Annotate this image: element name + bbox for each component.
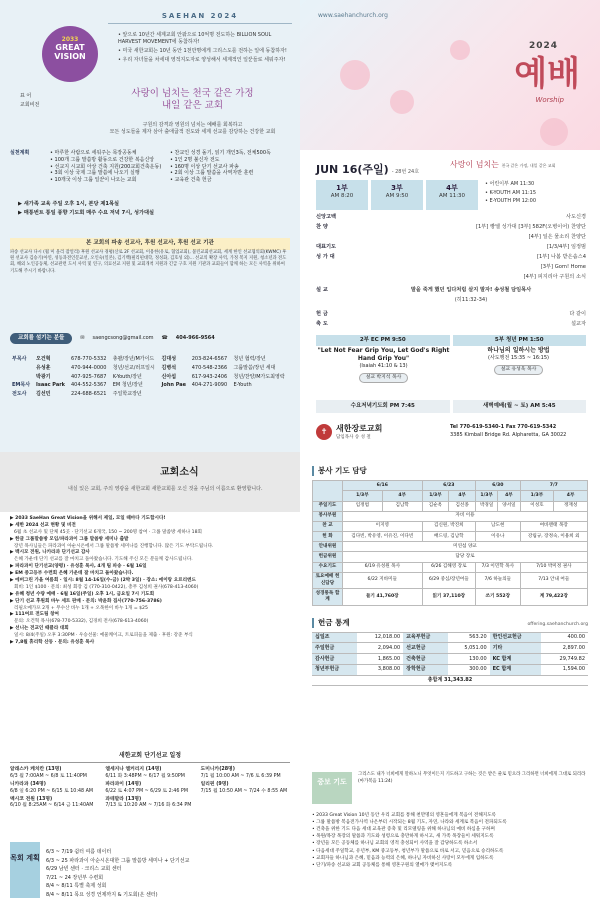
- order-row: 축 도 설교자: [316, 320, 586, 327]
- blossom-decoration: [340, 60, 370, 90]
- action-plan-left: • 마루한 사람으로 세워주는 목장공동체 • 100개 그룹 말씀방 활동으로 건강한 복음신앙 • 선교지 시교회 아상 건축 지원(200교회건축운동) • 3회 이상 국제 그룹 말씀에 나오기 실행 • 10개국 이상 그룹 일꾼이 나오는 교회: [50, 150, 162, 183]
- news-item-detail: 리필오메가포 2개 + 무수산 바누 1개 + 오목한이 바누 1개 = $25: [14, 605, 148, 611]
- vision-plans: [118, 32, 292, 63]
- intercession-verse: 그리스도 내가 너희에게 말하노니 무엇이든지 기도하고 구하는 것은 받은 줄로 믿으라 그리하면 너희에게 그대로 되리라 (마가복음 11:24): [358, 772, 586, 784]
- mission-trip-name: 알래스카 케치칸 (13명): [10, 767, 62, 773]
- staff-row: 부목사 오건혁 678-770-5332 총괄/장년/M가이드 김대성 203-824-6567 청년 협력/장년: [12, 356, 266, 362]
- news-title: 교회소식: [160, 467, 199, 478]
- announcements: ▶ 새가족 교육 주일 오후 1시, 본당 제1목실 ▶ 매통번트 통일 풍향 기도회 매주 수요 저녁 7시, 성가대실: [18, 201, 155, 216]
- order-row: 대표기도 [1/3/4부] 임정범: [316, 243, 586, 250]
- phone-icon: ☎: [161, 335, 168, 342]
- service-box: 1부 AM 8:20: [316, 180, 368, 210]
- finance-row: 십일조 12,018.00 교육부헌금 563.20 한인선교헌금 400.00: [312, 632, 588, 643]
- service-date: JUN 16(주일) - 28번 24호: [316, 163, 420, 176]
- mission-trip-name: 멕시코 전원 (13명): [10, 796, 53, 802]
- mission-trip: [10, 782, 99, 795]
- news-item-heading: ▶ 2033 SaeHan Great Vision을 위해서 제일, 모일 때마다 기도합시다!: [10, 516, 166, 521]
- great-vision-badge: 2033 GREAT VISION: [42, 26, 98, 82]
- missions-banner: 본 교회의 파송 선교사, 후원 선교사, 후원 선교 기관: [10, 238, 290, 250]
- news-item-detail: 은혜 가운데 단기 선교를 잘 마치고 돌아왔습니다. 기도해 주신 모든 분들께 감사드립니다.: [14, 557, 193, 563]
- order-row: 신앙고백 사도신경: [316, 213, 586, 220]
- hero-year: 2024: [528, 41, 558, 51]
- church-slogan: 사랑이 넘치는 천국 같은 가정 내일 같은 교회: [131, 88, 254, 112]
- volunteer-row: 안내위원 미연섭 양교: [313, 542, 588, 552]
- blossom-decoration: [540, 118, 568, 146]
- prayer-item: • 목원/목장 목장의 말씀과 기도와 성령으로 충만하게 하시고, 새 가족 목장들이 세워지도록: [312, 834, 494, 840]
- vision-plan: • 앞으로 10년간 세계교회 안팎으로 10억명 전도하는 BILLION SOUL HARVEST MOVEMENT에 동참하자!: [118, 32, 272, 46]
- missions-text: 파송 선교사 다시 (월 미 올리 잠얼리) 후원 선교사 경평(산로 2F 선교회, 이용한(유로, 협업교회), 불린교회선교회, 세계 한인 선교협의회(KWMC) 후원 선교사 김승기(아연, 성동과전인문교선, 오인숙(일본), 김기백(필리핀대학, 정성화, 김호성 외)... 선교의 확장 사역, 가정 복지 지원, 청소년과 전도회, 해외 노인공동체, 선교관련 도서 사역 및 연구, 의료선교 지원 및 교회개척 지원과 긴급 구호 지원 기관과 교회들이 함께 하는 모든 사역을 위하여 기도해 주시기 바랍니다.: [10, 250, 287, 274]
- mission-trip: [105, 797, 194, 810]
- order-of-service: [316, 212, 586, 329]
- news-item-heading: ▶ 세한 2024 선교 현황 및 비전: [10, 522, 76, 528]
- prayer-item: • 그룹 말씀방 복음전가사역 나온부터 시작되는 8월 기도, 자연, 나라와 세계로 복음이 전파되도록: [312, 820, 507, 826]
- church-address: Tel 770-619-5340-1 Fax 770-619-5342 3385 Kimball Bridge Rd. Alpharetta, GA 30022: [450, 424, 567, 438]
- prayer-item: • 2033 Great Vision 10년 동안 우리 교회를 통해 천만명의 영혼들에게 복음이 전해지도록: [312, 813, 497, 818]
- prayer-item: • 단기/파송 선교와 교회 공동체를 통해 영혼구원의 열매가 맺어지도록: [312, 862, 453, 868]
- news-item-heading: ▶ 에버그린 가을 여름회 · 일시: 8월 14-16일(수-금) (2박 3일) · 장소: 에이랑 오르리엔드: [10, 578, 196, 584]
- staff-directory: [10, 355, 290, 399]
- news-item-detail: 회비: 1인 $100 · 문의: 최성 회장 김 (770-310-0422), 총무 김성희 권사(678-413-4060): [14, 584, 199, 590]
- church-logo-icon: ✝: [316, 424, 332, 440]
- ministry-plan: [10, 842, 290, 899]
- side-labels: 표 어 교회비전: [20, 93, 40, 108]
- email-link[interactable]: saengcsong@gmail.com: [92, 335, 154, 342]
- mission-trip-dates: 7/15 월 10:50 AM ~ 7/24 수 8:55 AM: [200, 788, 288, 794]
- mission-trip: [10, 767, 99, 780]
- news-item-heading: ▶ 111여르 전도팀 창여: [10, 612, 59, 618]
- mission-trip: [201, 797, 290, 810]
- finance-row: 청년부헌금 3,808.00 장학헌금 300.00 EC 합계 1,594.00: [312, 664, 588, 675]
- church-url[interactable]: www.saehanchurch.org: [318, 12, 388, 19]
- dawn-service: 새벽예배(월 ~ 토) AM 5:45: [453, 400, 587, 413]
- volunteer-table: 6/16 6/23 6/30 7/7 1/3부 4부 1/3부 4부 1/3부 4부 1/3부 4부 주일기도 임정범 김남학 김순옥 김선종 박경일 양서일 이성호 정재성 봉사부원 자비 이용 찬 교 이지영 김신원, 박진희 남도현 여바맨태 목장 헌 화 김다빈, 박유영, 이유진, 이다빈 배드링, 김남학 이유나 강림규, 장정숙, 이용희 외 안내위원 미연섭 양교 헌금위원 담당 장로 수요기도 6/19 유성원 목사 6/26 김해영 장로 7/3 이민학 목사 7/10 박미정 권사 토요예배 헌신담당 6/22 지바미들 6/29 중심/장년여들 7/6 하늘의들 7/13 안내 여들 성경통독 합계 들기 41,760장 읽기 37,110장 쓰기 552장 계 79,422장: [312, 480, 588, 605]
- email-icon: ✉: [80, 335, 85, 342]
- news-item-heading: ▶ 한글 그룹말씀방 모임/파라과이 그룹 말씀방 세미나 출발: [10, 536, 129, 542]
- vision-panel: [0, 0, 300, 452]
- mission-trip: [201, 767, 290, 780]
- church-news-panel: [0, 452, 300, 904]
- news-item-heading: ▶ 백시모 전원, 나카라과 단기선교 감사: [10, 550, 90, 556]
- short-term-missions: 새한교회 단기선교 일정 알래스카 케치칸 (13명) 6/3 월 7:00AM ~ 6/8 토 11:40PM 엘세지나 엘커리지 (14명) 6/11 화 3:48PM ~ 6/17 월 9:50PM 도미니카(28명) 7/1 월 10:00 AM ~ 7/6 토 6:39 PM 니카라과 (34명) 6/8 일 6:20 PM ~ 6/15 토 10:48 AM 파라과이 (14명) 6/22 토 4:07 PM ~ 6/29 토 2:46 PM 일리핀 (9명) 7/15 월 10:50 AM ~ 7/24 수 8:55 AM 멕시코 전원 (13명) 6/10 월 8:25AM ~ 6/14 금 11:40AM 과테말라 (13명) 7/13 토 10:20 AM ~ 7/16 화 6:34 PM: [10, 752, 290, 810]
- blossom-decoration: [450, 40, 470, 60]
- news-item-heading: ▶ 선니는 전교인 때클라 대회: [10, 626, 69, 632]
- mission-trip: [105, 782, 194, 795]
- action-plan: 실천계획 • 마루한 사람으로 세워주는 목장공동체 • 100개 그룹 말씀방 활동으로 건강한 복음신앙 • 선교지 시교회 아상 건축 지원(200교회건축운동) • 3회 이상 국제 그룹 말씀에 나오기 실행 • 10개국 이상 그룹 일꾼이 나오는 교회 • 찬교인 성경 돌기, 읽기 개인3독, 전체500독 • 1인 2명 불신자 전도 • 160명 이상 단기 선교사 파송 • 2회 이상 그룹 말씀을 사역자반 훈련 • 교육관 건축 헌금: [10, 150, 290, 184]
- news-item-heading: ▶ 단기 선교 후원회 바누 세트 판매 · 문의: 박윤화 집사(770-756-3786): [10, 598, 162, 604]
- vision-plan: • 우리 자녀들을 차세대 영적지도자로 양성해서 세계적인 일꾼들로 세워주자!: [118, 56, 286, 63]
- mission-trip-name: 일리핀 (9명): [200, 782, 229, 788]
- church-logo: ✝ 새한장로교회 담임목사 송 성 철: [316, 424, 382, 441]
- other-services: [316, 335, 586, 346]
- volunteer-row: 헌 화 김다빈, 박유영, 이유진, 이다빈 배드링, 김남학 이유나 강림규, 장정숙, 이용희 외: [313, 532, 588, 542]
- service-finance-panel: [300, 452, 600, 904]
- youth-sermon: 하나님의 일하시는 방법 (사도행전 15:35 ~ 16:15) 설교 유성욱 목사: [451, 347, 586, 383]
- service-times: [316, 180, 551, 210]
- mission-trip-dates: 6/22 토 4:07 PM ~ 6/29 토 2:46 PM: [105, 788, 188, 794]
- volunteer-row: 찬 교 이지영 김신원, 박진희 남도현 여바맨태 목장: [313, 521, 588, 531]
- order-row: (히11:32-34): [454, 297, 488, 304]
- staff-row: EM목사 Isaac Park 404-552-5367 EM 청년/장년 John Pae 404-271-9090 E-Youth: [12, 382, 252, 389]
- ministry-plan-item: 8/4 ~ 8/11 특별 축제 성회: [46, 883, 107, 889]
- prayer-item: • 건축을 위한 기도 다음 세대 교육관 증축 및 리모델링을 위해 하나님의 예비 하심을 구하며: [312, 827, 495, 833]
- volunteer-row: 주일기도 임정범 김남학 김순옥 김선종 박경일 양서일 이성호 정재성: [313, 501, 588, 511]
- finance-total-row: 총합계 31,343.82: [312, 675, 588, 686]
- saehan-2024-header: SAEHAN 2024: [108, 12, 292, 24]
- church-vision-text: 구원의 감격과 영원의 넘치는 예배를 회복하고 모든 성도들을 제자 삼아 출애굽적 전도와 세계 선교를 감당하는 건강한 교회: [109, 122, 276, 135]
- news-list: [0, 512, 300, 651]
- order-row: [4부] 일은 물소리 찬양단: [528, 233, 586, 240]
- blossom-decoration: [390, 90, 414, 114]
- volunteer-row: 토요예배 헌신담당 6/22 지바미들 6/29 중심/장년여들 7/6 하늘의들 7/13 안내 여들: [313, 572, 588, 588]
- order-row: 성 가 대 [1부] 나봄 받은솝스4: [316, 253, 586, 260]
- intercession-label: 중보 기도: [312, 772, 352, 804]
- staff-row: 박광기 407-925-7687 K-Youth/장년 신아섭 617-943-2406 청년/찬양/M가도최영락: [36, 373, 285, 380]
- youth-service-tab: 5부 청년 PM 1:50: [453, 335, 587, 346]
- mission-trip-dates: 6/3 월 7:00AM ~ 6/8 토 11:40PM: [10, 773, 87, 779]
- volunteer-row: 헌금위원 담당 장로: [313, 552, 588, 562]
- mission-trip: [105, 767, 194, 780]
- news-item-detail: 문의: 오건혁 목사(678-770-5332), 김경희 전사(678-613-4060): [14, 619, 149, 625]
- youth-services: • 어린이부 AM 11:30 • K-YOUTH AM 11:15 • E-YOUTH PM 12:00: [485, 181, 537, 204]
- other-sermons: [316, 347, 586, 383]
- finance-header: [312, 618, 588, 628]
- mission-trip-dates: 6/8 일 6:20 PM ~ 6/15 토 10:48 AM: [10, 788, 94, 794]
- news-item-detail: 장년 목사님들은 파라과이 아순시온에서 그룹 말씀방 세미나를 진행합니다. 많은 기도 부탁드립니다.: [14, 543, 214, 549]
- mission-trip: [201, 782, 290, 795]
- hero-worship-kr: 예배: [514, 54, 580, 94]
- prayer-item: • 다음세대 주일학교, 유년부, KM 중고등부, 청년부가 말씀으로 바로 서고, 믿음으로 승리하도록: [312, 848, 504, 854]
- staff-pill: 교회를 섬기는 분들: [10, 333, 72, 344]
- offering-link[interactable]: offering.saehanchurch.org: [527, 621, 588, 627]
- finance-table: [312, 632, 588, 687]
- staff-row: 유성훈 470-944-0000 청년/선교/러프일시 김병석 470-548-2366 그룹말씀/장년 세대: [36, 364, 276, 371]
- finance-title: 헌금 통계: [312, 618, 350, 628]
- worship-order-panel: [300, 0, 600, 452]
- contact-row: [10, 333, 290, 344]
- ministry-plan-label: 목회 계획: [10, 842, 40, 898]
- ministry-plan-item: 6/29 남빈 센터 · 크리스 교회 센터: [46, 866, 122, 872]
- date-slogan: 사랑이 넘치는 천국 같은 가정, 내일 같은 교회: [450, 160, 556, 169]
- volunteer-row: 수요기도 6/19 유성원 목사 6/26 김해영 장로 7/3 이민학 목사 7/10 박미정 권사: [313, 562, 588, 572]
- mission-trip-name: 파라과이 (14명): [105, 782, 142, 788]
- mission-trip-name: 도미니카(28명): [200, 767, 235, 773]
- mission-trip: [10, 797, 99, 810]
- mission-trip-name: 니카라과 (34명): [10, 782, 46, 788]
- service-box: 3부 AM 9:50: [371, 180, 423, 210]
- prayer-item: • 장년들 모든 공동체를 하나님 교회의 영적 충성되어 사역을 잘 감당하도록 하소서: [312, 841, 478, 847]
- ministry-plan-item: 6/3 ~ 7/19 쉼터 여름 데이터: [46, 849, 112, 855]
- service-box: 4부 AM 11:30: [426, 180, 478, 210]
- volunteer-title: 봉사 기도 담당: [312, 466, 588, 476]
- finance-row: 감사헌금 1,865.00 건축헌금 130.00 KC 합계 29,749.82: [312, 654, 588, 665]
- finance-row: 주일헌금 2,094.00 선교헌금 5,051.00 기타 2,897.00: [312, 643, 588, 654]
- news-item-heading: ▶ EM 중고등부 수련회 은혜 가운데 잘 마치고 돌아왔습니다.: [10, 571, 134, 577]
- phone-number[interactable]: 404-966-9564: [175, 335, 215, 342]
- ec-service-tab: 2부 EC PM 9:50: [316, 335, 450, 346]
- prayer-item: • 교회자들 하나님과 은혜, 믿음과 능력의 은혜, 하나님 자비하신 사랑이 모두에게 임하도록: [312, 855, 494, 861]
- mission-trip-name: 과테말라 (13명): [105, 796, 142, 802]
- news-item-detail: 일시: 8/4(주일) 오후 3:30PM · 우승선물: 예물케이크, 트로피들을 제출 · 후원: 강준 부식: [14, 633, 193, 639]
- ministry-plan-item: 7/21 ~ 24 장년부 수련회: [46, 874, 104, 881]
- volunteer-row: 봉사부원 자비 이용: [313, 511, 588, 521]
- mission-trip-name: 엘세지나 엘커리지 (14명): [105, 767, 162, 773]
- news-item-detail: 6월 초 선교사 및 단체 45곳 · 단기선교 6개국, 150 ~ 200명 참여 · 그룹 말씀방 세하나 18회: [14, 529, 202, 535]
- action-plan-right: • 찬교인 성경 돌기, 읽기 개인3독, 전체500독 • 1인 2명 불신자 전도 • 160명 이상 단기 선교사 파송 • 2회 이상 그룹 말씀을 사역자반 훈련 • 교육관 건축 헌금: [170, 150, 271, 183]
- worship-hero: [300, 0, 600, 150]
- ministry-plan-item: 6/3 ~ 25 파라과이 아순시온대한 그룹 말씀방 세미나 + 단기선교: [46, 857, 190, 864]
- order-row: 설 교 말을 죽게 했던 입다처럼 살지 말자! 송성철 담임목사: [316, 287, 532, 294]
- wednesday-prayer: 수요저녁기도회 PM 7:45: [316, 400, 450, 413]
- prayer-list: [312, 812, 588, 869]
- mission-trip-dates: 6/11 화 3:48PM ~ 6/17 월 9:50PM: [105, 773, 185, 779]
- news-hero: [0, 452, 300, 512]
- ministry-plan-item: 8/4 ~ 8/11 목요 성경 언제까지 & 기도회(온 센터): [46, 891, 158, 898]
- order-row: 찬 양 [1부] 빵엘 성가대 [3부] 582F(오병이어) 찬양단: [316, 223, 586, 230]
- staff-row: 전도사 김선민 224-688-6521 주일학교장년: [12, 391, 142, 397]
- weekday-services: [316, 400, 586, 413]
- news-subtitle: 내실 있은 교회, 주의 영광을 새한교회 새한교회를 오신 것을 주님의 이름으로 환영합니다.: [68, 486, 263, 492]
- order-row: [4부] 피지리아 구원의 소식: [523, 273, 586, 280]
- mission-trip-dates: 6/10 월 8:25AM ~ 6/14 금 11:40AM: [10, 803, 94, 809]
- hero-worship-en: Worship: [535, 96, 564, 104]
- mission-trip-dates: 7/1 월 10:00 AM ~ 7/6 토 6:39 PM: [200, 773, 281, 779]
- bible-reading-row: 성경통독 합계 들기 41,760장 읽기 37,110장 쓰기 552장 계 79,422장: [313, 589, 588, 605]
- ec-sermon: "Let Not Fear Grip You, Let God's Right Hand Grip You" (Isaiah 41:10 & 13) 설교 박지석 목사: [316, 347, 451, 383]
- order-row: 헌 금 다 같이: [316, 310, 586, 317]
- mission-trip-dates: 7/13 토 10:20 AM ~ 7/16 화 6:34 PM: [105, 803, 192, 809]
- news-item-heading: ▶ 유혜 청년 수량 예배 · 6월 16일(주일) 오후 1시, 금요일 7시 기도회: [10, 591, 155, 597]
- news-item-heading: ▶ 7,8월 휴리학 산동 · 문의: 유성훈 목사: [10, 640, 95, 646]
- news-item-heading: ▶ 파라과이 단기선교(양평) · 유성훈 목사, 4개 팀 파송 · 6월 16일: [10, 564, 147, 570]
- order-row: [3부] Gom! Home: [540, 263, 586, 270]
- intercession-box: [312, 772, 588, 804]
- vision-plan: • 미국 새한교회는 10년 동안 1천만명에게 그리스도를 전하는 일에 동참하자!: [118, 47, 287, 54]
